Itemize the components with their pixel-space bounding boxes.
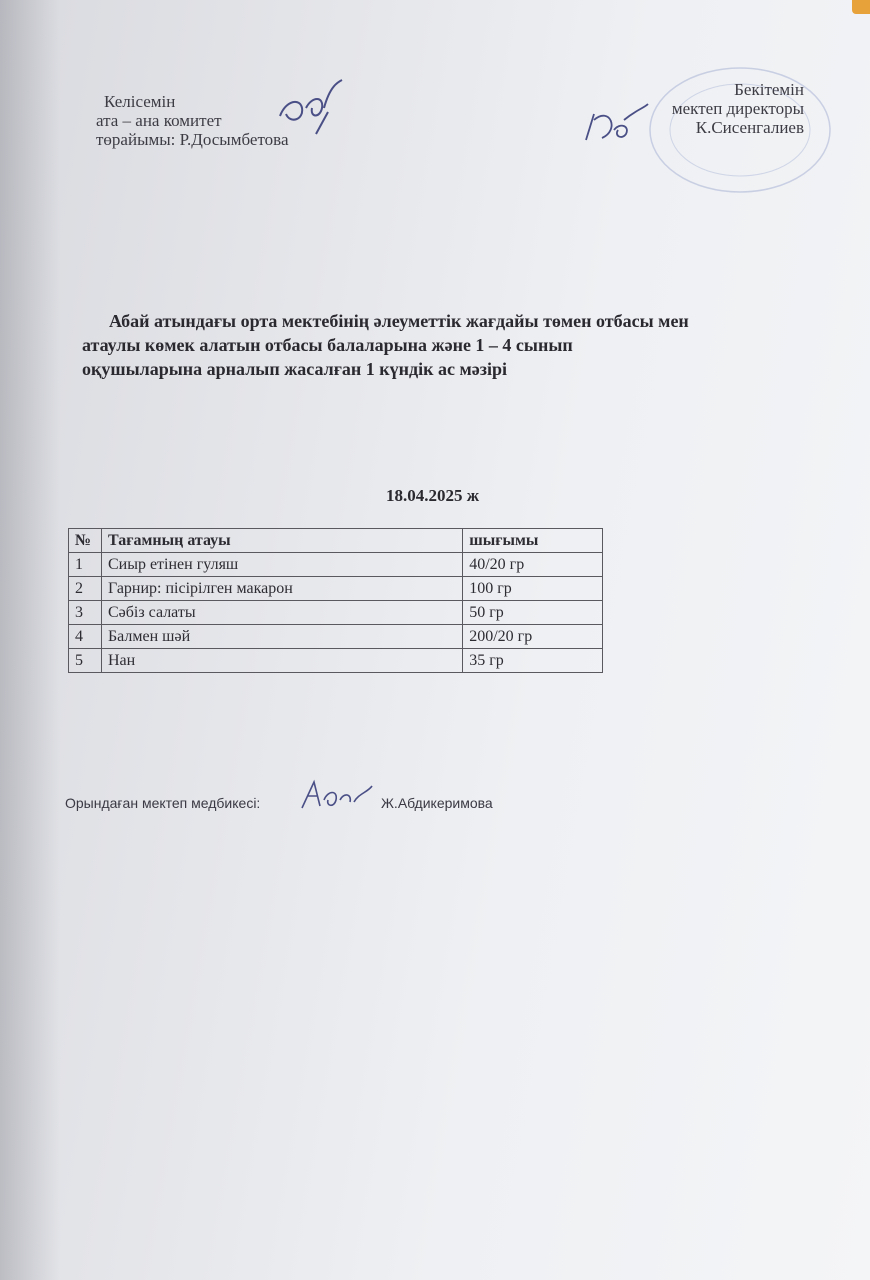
approval-left-line2: ата – ана комитет bbox=[96, 111, 222, 130]
table-header-row bbox=[69, 529, 603, 553]
document-date: 18.04.2025 ж bbox=[386, 486, 480, 505]
approval-block-left bbox=[96, 92, 289, 149]
signature-footer bbox=[298, 778, 374, 814]
title-line2: атаулы көмек алатын отбасы балаларына және 1 – 4 сынып bbox=[82, 335, 573, 355]
document-title bbox=[82, 309, 822, 381]
page-shadow bbox=[0, 0, 60, 1280]
title-line3: оқушыларына арналып жасалған 1 күндік ас мәзірі bbox=[82, 359, 507, 379]
table-row bbox=[69, 649, 603, 673]
header-yield: шығымы bbox=[463, 529, 603, 553]
header-number: № bbox=[69, 529, 102, 553]
row-dish: Балмен шәй bbox=[101, 625, 462, 649]
row-dish: Гарнир: пісірілген макарон bbox=[101, 577, 462, 601]
approval-block-right bbox=[672, 80, 804, 137]
row-yield: 40/20 гр bbox=[463, 553, 603, 577]
row-number: 1 bbox=[69, 553, 102, 577]
header-dish-name: Тағамның атауы bbox=[101, 529, 462, 553]
row-number: 5 bbox=[69, 649, 102, 673]
footer-name: Ж.Абдикеримова bbox=[381, 795, 493, 811]
footer-label: Орындаған мектеп медбикесі: bbox=[65, 795, 261, 811]
row-dish: Сиыр етінен гуляш bbox=[101, 553, 462, 577]
corner-mark bbox=[852, 0, 870, 14]
row-yield: 200/20 гр bbox=[463, 625, 603, 649]
row-number: 3 bbox=[69, 601, 102, 625]
signature-left bbox=[272, 78, 352, 138]
row-yield: 50 гр bbox=[463, 601, 603, 625]
row-yield: 100 гр bbox=[463, 577, 603, 601]
table-row bbox=[69, 601, 603, 625]
signature-right bbox=[580, 100, 650, 150]
row-yield: 35 гр bbox=[463, 649, 603, 673]
approval-left-line1: Келісемін bbox=[104, 92, 176, 111]
approval-right-line1: Бекітемін bbox=[734, 80, 804, 99]
row-number: 2 bbox=[69, 577, 102, 601]
approval-right-line3: К.Сисенгалиев bbox=[695, 118, 804, 137]
approval-left-line3: төрайымы: Р.Досымбетова bbox=[96, 130, 289, 149]
approval-right-line2: мектеп директоры bbox=[671, 99, 804, 118]
footer-signoff bbox=[65, 795, 493, 811]
row-number: 4 bbox=[69, 625, 102, 649]
menu-table bbox=[68, 528, 603, 673]
row-dish: Сәбіз салаты bbox=[101, 601, 462, 625]
title-line1: Абай атындағы орта мектебінің әлеуметтік жағдайы төмен отбасы мен bbox=[109, 311, 689, 331]
table-row bbox=[69, 625, 603, 649]
table-row bbox=[69, 577, 603, 601]
row-dish: Нан bbox=[101, 649, 462, 673]
table-row bbox=[69, 553, 603, 577]
